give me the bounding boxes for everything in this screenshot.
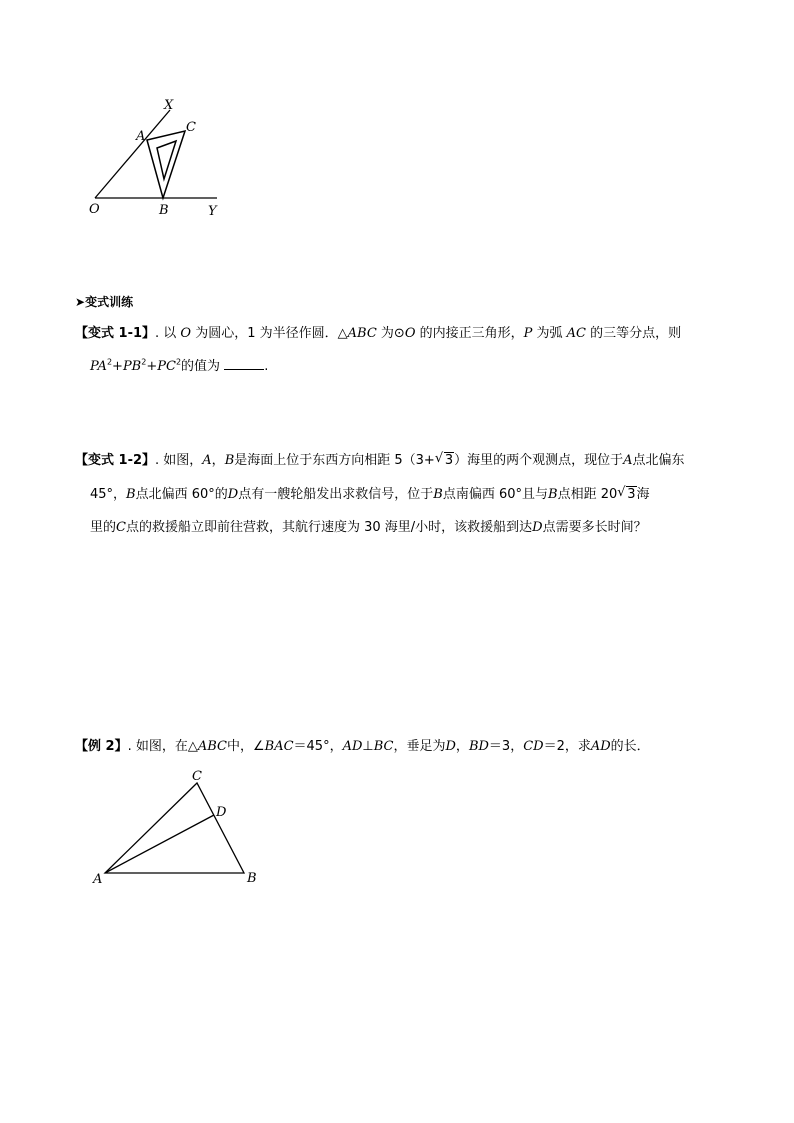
triangle-inner (157, 141, 176, 179)
label-y: Y (208, 204, 217, 219)
t: 海 (636, 487, 650, 502)
t: A (623, 453, 633, 468)
t: 为弧 (532, 326, 567, 341)
t: ABC (197, 739, 227, 754)
t: 为⊙ (376, 326, 405, 341)
answer-blank[interactable] (224, 357, 264, 370)
t: 点的救援船立即前往营救，其航行速度为 30 海里/小时，该救援船到达 (125, 520, 533, 535)
t: A (202, 453, 212, 468)
t: ABC (347, 326, 377, 341)
sqrt-3: √ 3 (617, 485, 636, 502)
sqrt-3: √ 3 (434, 451, 454, 468)
t: P (523, 326, 533, 341)
example-2-line (75, 733, 650, 760)
label-a: A (93, 872, 103, 887)
t: PA (90, 359, 107, 374)
t: BC (373, 739, 394, 754)
t: ，垂足为 (393, 739, 446, 754)
label-o: O (89, 202, 100, 217)
figure-angle-triangle (80, 95, 230, 225)
t: +PC (146, 359, 176, 374)
t: BD (468, 739, 489, 754)
t: 点有一艘轮船发出求救信号，位于 (238, 487, 434, 502)
exercise-1-1-line1 (75, 320, 681, 347)
t: O (180, 326, 192, 341)
t: 的值为 (181, 359, 221, 374)
t: 中，∠ (226, 739, 265, 754)
t: AC (566, 326, 586, 341)
t: B (126, 487, 136, 502)
exercise-1-2-line1: 【变式 1-2】. 如图，A，B是海面上位于东西方向相距 5（3+ √ 3）海里的两个观测点，现位于A点北偏东 (75, 447, 685, 474)
label-b: B (247, 871, 257, 886)
t: +PB (112, 359, 142, 374)
t: 的内接正三角形， (415, 326, 524, 341)
t: 里的 (90, 520, 117, 535)
t: AD (342, 739, 363, 754)
t: ＝45°， (293, 739, 343, 754)
t: 点需要多长时间？ (542, 520, 647, 535)
t: 点南偏西 60°且与 (442, 487, 548, 502)
t: D (227, 487, 239, 502)
triangle-outer (147, 131, 185, 198)
t: ⊥ (362, 739, 374, 754)
t: . 以 (155, 326, 181, 341)
exercise-1-1-tag: 【变式 1-1】 (75, 326, 156, 341)
t: 点北偏东 (632, 453, 685, 468)
t: B (433, 487, 443, 502)
t: 是海面上位于东西方向相距 5（3+ (234, 453, 435, 468)
exercise-1-2-line3 (90, 514, 647, 541)
t: D (532, 520, 543, 535)
figure-triangle-abc (85, 765, 265, 890)
t: 点相距 20 (557, 487, 618, 502)
t: 2 (175, 357, 182, 367)
t: 点北偏西 60°的 (135, 487, 228, 502)
t: 45°， (90, 487, 127, 502)
t: 的三等分点，则 (585, 326, 682, 341)
t: CD (523, 739, 544, 754)
t: O (404, 326, 416, 341)
section-title: 变式训练 (85, 295, 134, 309)
t: BAC (264, 739, 294, 754)
exercise-1-1-line2 (90, 353, 268, 380)
label-b: B (159, 203, 169, 218)
label-d: D (216, 805, 227, 820)
section-heading (75, 293, 133, 310)
t: 2 (141, 357, 147, 367)
arrow-marker-icon: ➤ (75, 295, 86, 309)
t: . (264, 359, 269, 374)
t: AD (590, 739, 611, 754)
triangle-abc (105, 783, 244, 873)
example-2-tag: 【例 2】 (75, 739, 128, 754)
label-x: X (164, 98, 174, 113)
t: ＝3， (488, 739, 524, 754)
t: C (116, 520, 126, 535)
exercise-1-2-line2 (90, 481, 650, 508)
t: B (548, 487, 558, 502)
t: 的长． (610, 739, 650, 754)
label-a: A (136, 129, 146, 144)
label-c: C (192, 769, 202, 784)
exercise-1-2-tag: 【变式 1-2】 (75, 453, 156, 468)
t: ， (455, 739, 469, 754)
t: D (445, 739, 456, 754)
label-c: C (186, 120, 196, 135)
segment-ad (105, 815, 214, 873)
t: ＝2，求 (543, 739, 591, 754)
t: . 如图，在△ (127, 739, 198, 754)
t: ）海里的两个观测点，现位于 (454, 453, 624, 468)
t: 2 (106, 357, 113, 367)
t: . 如图， (155, 453, 203, 468)
t: 为圆心，1 为半径作圆．△ (191, 326, 348, 341)
t: B (224, 453, 235, 468)
